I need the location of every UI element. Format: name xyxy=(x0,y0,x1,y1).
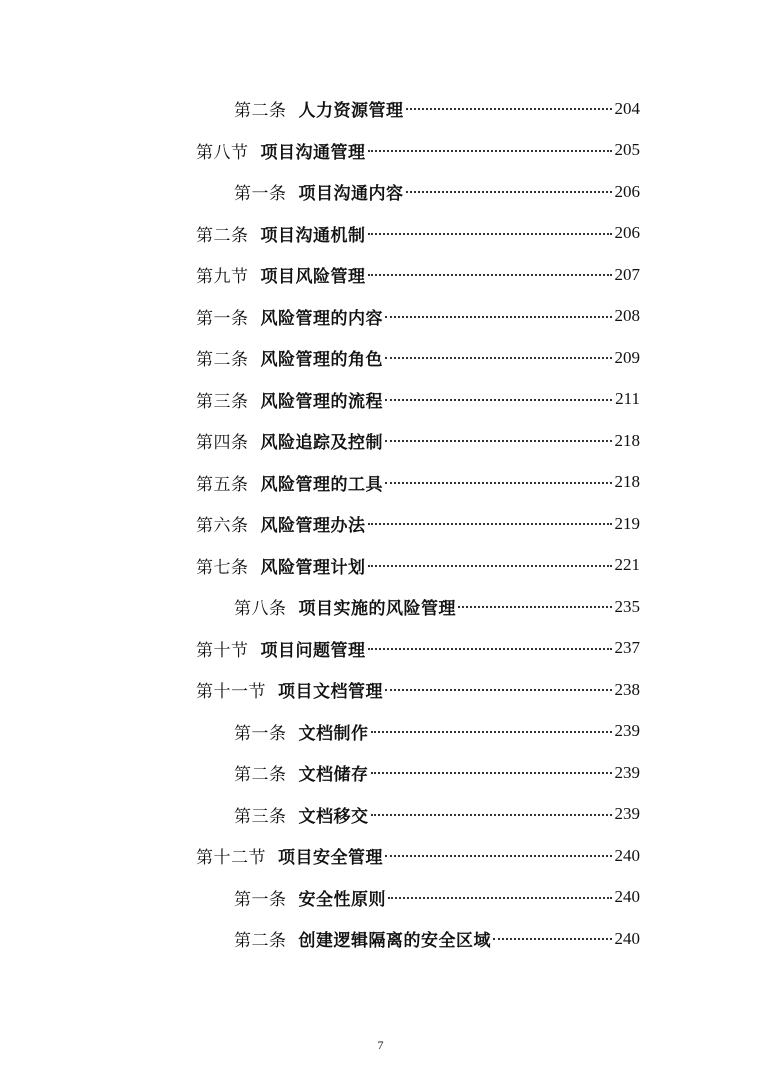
toc-entry-number: 第七条 xyxy=(196,557,249,578)
toc-entry[interactable] xyxy=(0,296,761,338)
toc-entry[interactable] xyxy=(0,794,761,836)
dot-leader xyxy=(406,107,613,110)
toc-entry-page: 235 xyxy=(614,596,640,616)
footer-page-number: 7 xyxy=(377,1038,384,1052)
toc-entry-title: 风险管理的角色 xyxy=(260,350,383,371)
toc-entry-title: 项目风险管理 xyxy=(260,267,366,288)
toc-entry-title: 风险管理的流程 xyxy=(260,391,383,412)
toc-entry-page: 206 xyxy=(614,223,640,243)
toc-entry-number: 第十节 xyxy=(196,640,249,661)
dot-leader xyxy=(385,356,612,359)
toc-entry-title: 项目问题管理 xyxy=(260,640,366,661)
toc-entry-title: 风险追踪及控制 xyxy=(260,433,383,454)
toc-entry-number: 第二条 xyxy=(234,765,287,786)
toc-entry-page: 218 xyxy=(614,430,640,450)
dot-leader xyxy=(368,273,613,276)
toc-entry-page: 240 xyxy=(614,928,640,948)
dot-leader xyxy=(385,481,612,484)
toc-entry-page: 239 xyxy=(614,721,640,741)
toc-entry[interactable] xyxy=(0,462,761,504)
toc-entry-title: 文档储存 xyxy=(298,765,369,786)
toc-entry-number: 第四条 xyxy=(196,433,249,454)
toc-entry-title: 项目沟通机制 xyxy=(260,225,366,246)
toc-entry-number: 第十二节 xyxy=(196,848,266,869)
dot-leader xyxy=(385,398,612,401)
toc-entry[interactable] xyxy=(0,420,761,462)
toc-entry-number: 第二条 xyxy=(196,350,249,371)
toc-entry-page: 240 xyxy=(614,887,640,907)
dot-leader xyxy=(385,854,612,857)
toc-entry-page: 208 xyxy=(614,306,640,326)
toc-entry-page: 207 xyxy=(614,264,640,284)
dot-leader xyxy=(368,647,613,650)
toc-entry-title: 项目安全管理 xyxy=(278,848,383,869)
toc-entry-number: 第六条 xyxy=(196,516,249,537)
dot-leader xyxy=(385,439,612,442)
toc-entry-title: 风险管理计划 xyxy=(260,557,366,578)
dot-leader xyxy=(368,232,613,235)
toc-entry-number: 第八条 xyxy=(234,599,287,620)
toc-entry[interactable] xyxy=(0,835,761,877)
toc-entry[interactable] xyxy=(0,379,761,421)
toc-entry[interactable] xyxy=(0,130,761,172)
dot-leader xyxy=(368,564,613,567)
toc-entry[interactable] xyxy=(0,171,761,213)
dot-leader xyxy=(368,149,613,152)
toc-entry[interactable] xyxy=(0,918,761,960)
dot-leader xyxy=(385,315,612,318)
toc-entry-title: 项目沟通管理 xyxy=(260,142,366,163)
dot-leader xyxy=(388,896,612,899)
toc-entry-page: 239 xyxy=(614,804,640,824)
dot-leader xyxy=(385,688,612,691)
toc-entry[interactable] xyxy=(0,213,761,255)
toc-entry-title: 风险管理的工具 xyxy=(260,474,383,495)
dot-leader xyxy=(368,522,613,525)
toc-entry-number: 第三条 xyxy=(234,806,287,827)
toc-entry-number: 第二条 xyxy=(196,225,249,246)
toc-entry-title: 安全性原则 xyxy=(298,889,386,910)
toc-entry-number: 第九节 xyxy=(196,267,249,288)
toc-entry-title: 项目文档管理 xyxy=(278,682,383,703)
toc-entry[interactable] xyxy=(0,88,761,130)
toc-entry-page: 240 xyxy=(614,845,640,865)
toc-entry[interactable] xyxy=(0,669,761,711)
toc-entry-title: 项目沟通内容 xyxy=(298,184,404,205)
toc-entry-page: 239 xyxy=(614,762,640,782)
toc-entry-page: 237 xyxy=(614,638,640,658)
toc-entry[interactable] xyxy=(0,545,761,587)
dot-leader xyxy=(371,813,613,816)
toc-entry[interactable] xyxy=(0,254,761,296)
toc-entry-page: 204 xyxy=(614,98,640,118)
toc-entry[interactable] xyxy=(0,586,761,628)
toc-entry-page: 209 xyxy=(614,347,640,367)
table-of-contents xyxy=(0,88,761,960)
toc-entry-number: 第一条 xyxy=(234,723,287,744)
toc-entry-number: 第三条 xyxy=(196,391,249,412)
toc-entry-number: 第二条 xyxy=(234,101,287,122)
toc-entry-number: 第八节 xyxy=(196,142,249,163)
toc-entry-title: 风险管理办法 xyxy=(260,516,366,537)
toc-entry[interactable] xyxy=(0,877,761,919)
toc-entry-page: 211 xyxy=(615,389,640,409)
toc-entry[interactable] xyxy=(0,711,761,753)
dot-leader xyxy=(458,605,612,608)
toc-entry[interactable] xyxy=(0,337,761,379)
toc-entry-page: 219 xyxy=(614,513,640,533)
toc-entry[interactable] xyxy=(0,752,761,794)
toc-entry-title: 风险管理的内容 xyxy=(260,308,383,329)
toc-entry-title: 创建逻辑隔离的安全区域 xyxy=(298,931,491,952)
toc-entry-title: 文档移交 xyxy=(298,806,369,827)
toc-entry-page: 218 xyxy=(614,472,640,492)
toc-entry-title: 人力资源管理 xyxy=(298,101,404,122)
toc-entry-page: 206 xyxy=(614,181,640,201)
toc-entry-title: 文档制作 xyxy=(298,723,369,744)
toc-entry[interactable] xyxy=(0,503,761,545)
toc-entry-number: 第五条 xyxy=(196,474,249,495)
dot-leader xyxy=(406,190,613,193)
dot-leader xyxy=(371,771,613,774)
toc-entry-number: 第一条 xyxy=(234,184,287,205)
toc-entry-page: 221 xyxy=(614,555,640,575)
toc-entry-number: 第十一节 xyxy=(196,682,266,703)
toc-entry[interactable] xyxy=(0,628,761,670)
dot-leader xyxy=(493,937,612,940)
toc-entry-page: 238 xyxy=(614,679,640,699)
dot-leader xyxy=(371,730,613,733)
toc-entry-number: 第一条 xyxy=(234,889,287,910)
toc-entry-number: 第一条 xyxy=(196,308,249,329)
toc-entry-title: 项目实施的风险管理 xyxy=(298,599,456,620)
toc-entry-page: 205 xyxy=(614,140,640,160)
toc-entry-number: 第二条 xyxy=(234,931,287,952)
